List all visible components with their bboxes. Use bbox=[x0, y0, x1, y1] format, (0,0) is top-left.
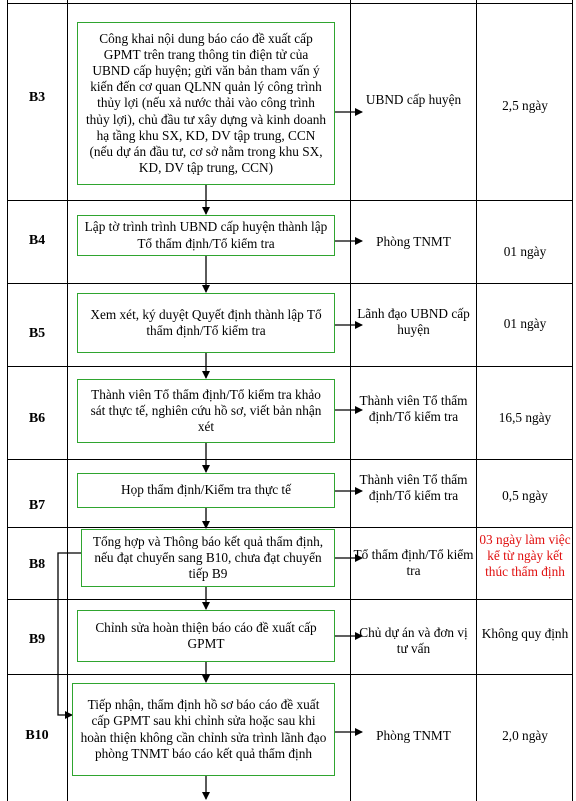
time-b5: 01 ngày bbox=[503, 316, 547, 331]
time-b6: 16,5 ngày bbox=[498, 410, 552, 425]
time-b7: 0,5 ngày bbox=[502, 488, 548, 503]
step-label-b9: B9 bbox=[28, 632, 46, 647]
responsible-b10: Phòng TNMT bbox=[376, 728, 451, 743]
step-label-b7: B7 bbox=[28, 498, 46, 513]
step-box-b7: Họp thẩm định/Kiểm tra thực tế bbox=[77, 473, 335, 508]
time-b3: 2,5 ngày bbox=[502, 98, 548, 113]
time-b8: 03 ngày làm việc kể từ ngày kết thúc thẩm định bbox=[479, 532, 571, 579]
time-b4: 01 ngày bbox=[503, 244, 547, 259]
step-box-b8: Tổng hợp và Thông báo kết quả thẩm định, nếu đạt chuyển sang B10, chưa đạt chuyển tiếp B9 bbox=[81, 529, 335, 587]
responsible-b3: UBND cấp huyện bbox=[365, 92, 462, 107]
step-box-b9: Chỉnh sửa hoàn thiện báo cáo đề xuất cấp GPMT bbox=[77, 610, 335, 662]
responsible-b7: Thành viên Tổ thẩm định/Tổ kiểm tra bbox=[359, 472, 468, 503]
step-label-b10: B10 bbox=[25, 728, 49, 743]
time-b10: 2,0 ngày bbox=[502, 728, 548, 743]
step-box-b3: Công khai nội dung báo cáo đề xuất cấp GPMT trên trang thông tin điện tử của UBND cấp huyện; gửi văn bản tham vấn ý kiến đến cơ quan QLNN quản lý công trình thủy lợi (nếu xả nước thải vào công trình thủy lợi), chủ đầu tư xây dựng và kinh doanh hạ tầng khu SX, KD, DV tập trung, CCN (nếu dự án đầu tư, cơ sở nằm trong khu SX, KD, DV tập trung, CCN) bbox=[77, 22, 335, 185]
step-label-b4: B4 bbox=[28, 233, 46, 248]
responsible-b9: Chủ dự án và đơn vị tư vấn bbox=[359, 625, 468, 656]
step-label-b3: B3 bbox=[28, 90, 46, 105]
step-box-b6: Thành viên Tổ thẩm định/Tổ kiểm tra khảo sát thực tế, nghiên cứu hồ sơ, viết bản nhận xét bbox=[77, 379, 335, 443]
step-label-b5: B5 bbox=[28, 326, 46, 341]
step-box-b10: Tiếp nhận, thẩm định hồ sơ báo cáo đề xuất cấp GPMT sau khi chỉnh sửa hoặc sau khi hoàn thiện không cần chỉnh sửa trình lãnh đạo phòng TNMT báo cáo kết quả thẩm định bbox=[72, 683, 335, 776]
step-box-b5: Xem xét, ký duyệt Quyết định thành lập Tổ thẩm định/Tổ kiểm tra bbox=[77, 293, 335, 353]
time-b9: Không quy định bbox=[481, 626, 569, 641]
responsible-b5: Lãnh đạo UBND cấp huyện bbox=[357, 306, 470, 337]
step-box-b4: Lập tờ trình trình UBND cấp huyện thành lập Tổ thẩm định/Tổ kiểm tra bbox=[77, 215, 335, 256]
step-label-b6: B6 bbox=[28, 411, 46, 426]
responsible-b6: Thành viên Tổ thẩm định/Tổ kiểm tra bbox=[359, 393, 468, 424]
responsible-b4: Phòng TNMT bbox=[376, 234, 451, 249]
step-label-b8: B8 bbox=[28, 557, 46, 572]
responsible-b8: Tổ thẩm định/Tổ kiểm tra bbox=[353, 547, 474, 578]
